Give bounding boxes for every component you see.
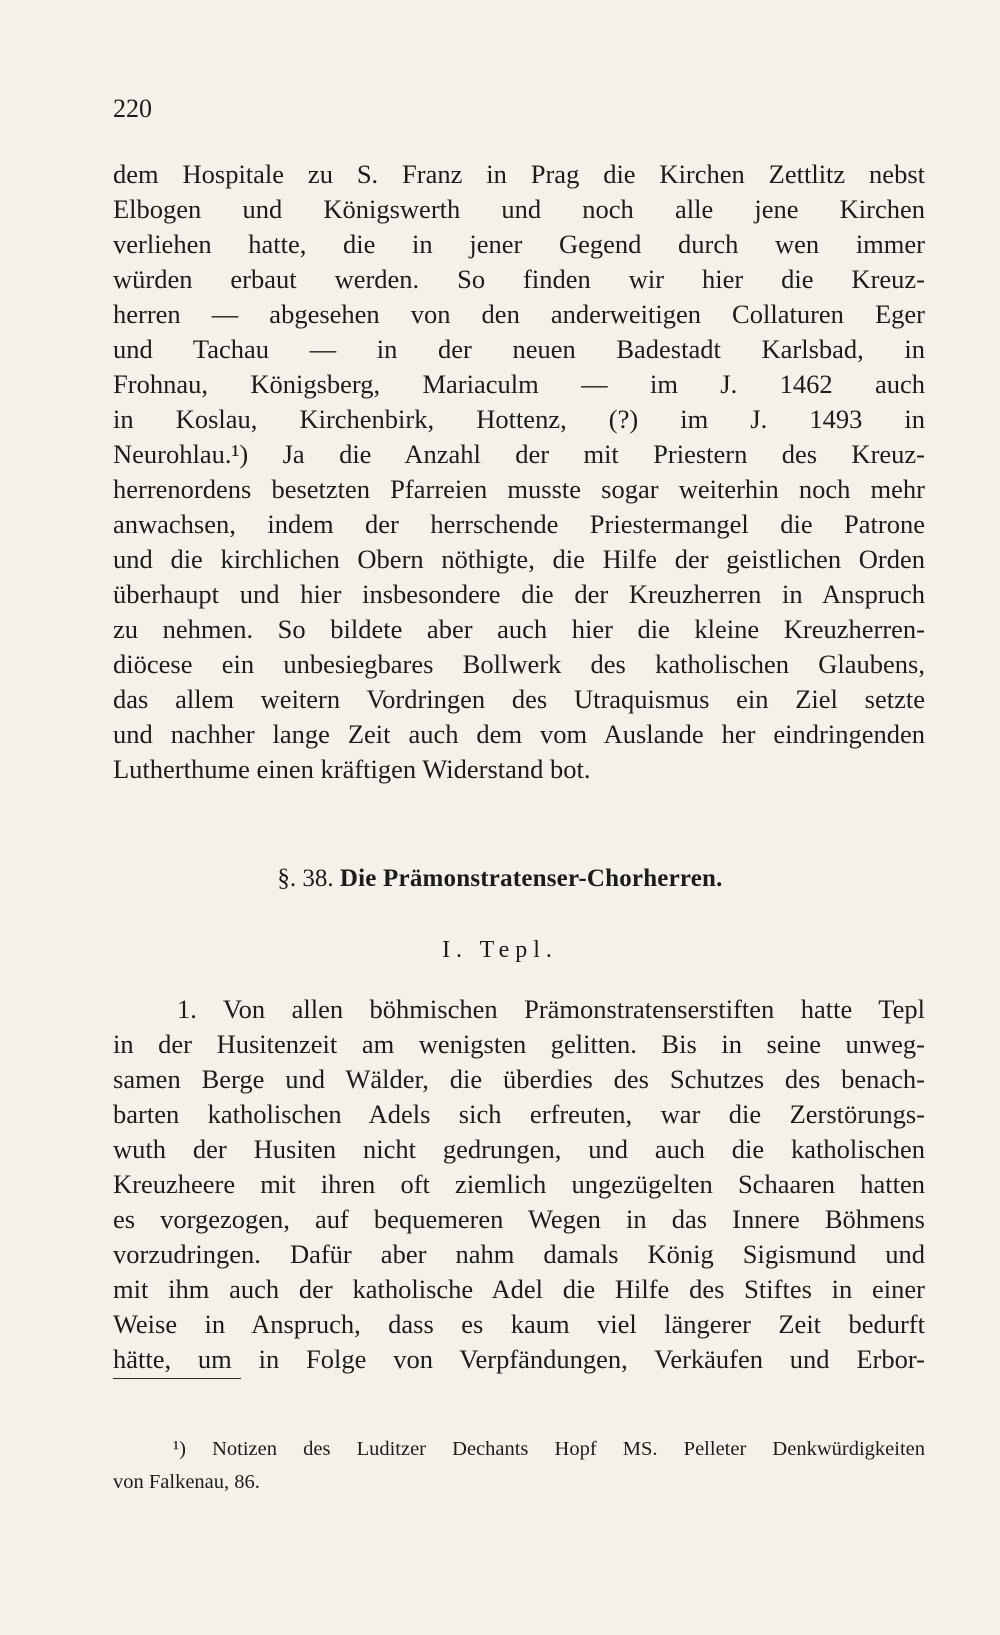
section-heading <box>0 864 1000 894</box>
text-line: herrenordens besetzten Pfarreien musste sogar weiterhin noch mehr <box>113 474 925 504</box>
text-line: Neurohlau.¹) Ja die Anzahl der mit Priestern des Kreuz- <box>113 439 925 469</box>
text-line: Lutherthume einen kräftigen Widerstand bot. <box>113 754 591 784</box>
text-line: in Koslau, Kirchenbirk, Hottenz, (?) im J. 1493 in <box>113 404 925 434</box>
text-line: und die kirchlichen Obern nöthigte, die Hilfe der geistlichen Orden <box>113 544 925 574</box>
text-line: und nachher lange Zeit auch dem vom Auslande her eindringenden <box>113 719 925 749</box>
text-line: würden erbaut werden. So finden wir hier die Kreuz- <box>113 264 925 294</box>
text-line: Kreuzheere mit ihren oft ziemlich ungezügelten Schaaren hatten <box>113 1169 925 1199</box>
footnote-line: ¹) Notizen des Luditzer Dechants Hopf MS. Pelleter Denkwürdigkeiten <box>173 1438 925 1460</box>
text-line: mit ihm auch der katholische Adel die Hilfe des Stiftes in einer <box>113 1274 925 1304</box>
text-line: in der Husitenzeit am wenigsten gelitten. Bis in seine unweg- <box>113 1029 925 1059</box>
text-line: diöcese ein unbesiegbares Bollwerk des katholischen Glaubens, <box>113 649 925 679</box>
text-line: wuth der Husiten nicht gedrungen, und auch die katholischen <box>113 1134 925 1164</box>
text-line: es vorgezogen, auf bequemeren Wegen in das Innere Böhmens <box>113 1204 925 1234</box>
text-line: überhaupt und hier insbesondere die der Kreuzherren in Anspruch <box>113 579 925 609</box>
section-paragraph <box>113 992 925 1377</box>
text-line: barten katholischen Adels sich erfreuten, war die Zerstörungs- <box>113 1099 925 1129</box>
footnote <box>113 1433 925 1499</box>
text-line: verliehen hatte, die in jener Gegend durch wen immer <box>113 229 925 259</box>
footnote-line: von Falkenau, 86. <box>113 1471 260 1493</box>
text-line: dem Hospitale zu S. Franz in Prag die Kirchen Zettlitz nebst <box>113 159 925 189</box>
text-line: Weise in Anspruch, dass es kaum viel längerer Zeit bedurft <box>113 1309 925 1339</box>
text-line: herren — abgesehen von den anderweitigen Collaturen Eger <box>113 299 925 329</box>
main-paragraph <box>113 157 925 787</box>
text-line: zu nehmen. So bildete aber auch hier die kleine Kreuzherren- <box>113 614 925 644</box>
text-line: das allem weitern Vordringen des Utraquismus ein Ziel setzte <box>113 684 925 714</box>
text-line: anwachsen, indem der herrschende Priestermangel die Patrone <box>113 509 925 539</box>
text-line: Frohnau, Königsberg, Mariaculm — im J. 1462 auch <box>113 369 925 399</box>
section-title: Die Prämonstratenser-Chorherren. <box>339 865 723 892</box>
text-line: samen Berge und Wälder, die überdies des Schutzes des benach- <box>113 1064 925 1094</box>
text-line: 1. Von allen böhmischen Prämonstratenserstiften hatte Tepl <box>177 994 925 1024</box>
footnote-divider <box>113 1378 241 1379</box>
page-number: 220 <box>113 94 152 123</box>
text-line: hätte, um in Folge von Verpfändungen, Verkäufen und Erbor- <box>113 1344 925 1374</box>
text-line: und Tachau — in der neuen Badestadt Karlsbad, in <box>113 334 925 364</box>
section-subheading: I. Tepl. <box>442 937 558 963</box>
text-line: Elbogen und Königswerth und noch alle jene Kirchen <box>113 194 925 224</box>
text-line: vorzudringen. Dafür aber nahm damals König Sigismund und <box>113 1239 925 1269</box>
section-number: §. 38. <box>277 865 334 892</box>
